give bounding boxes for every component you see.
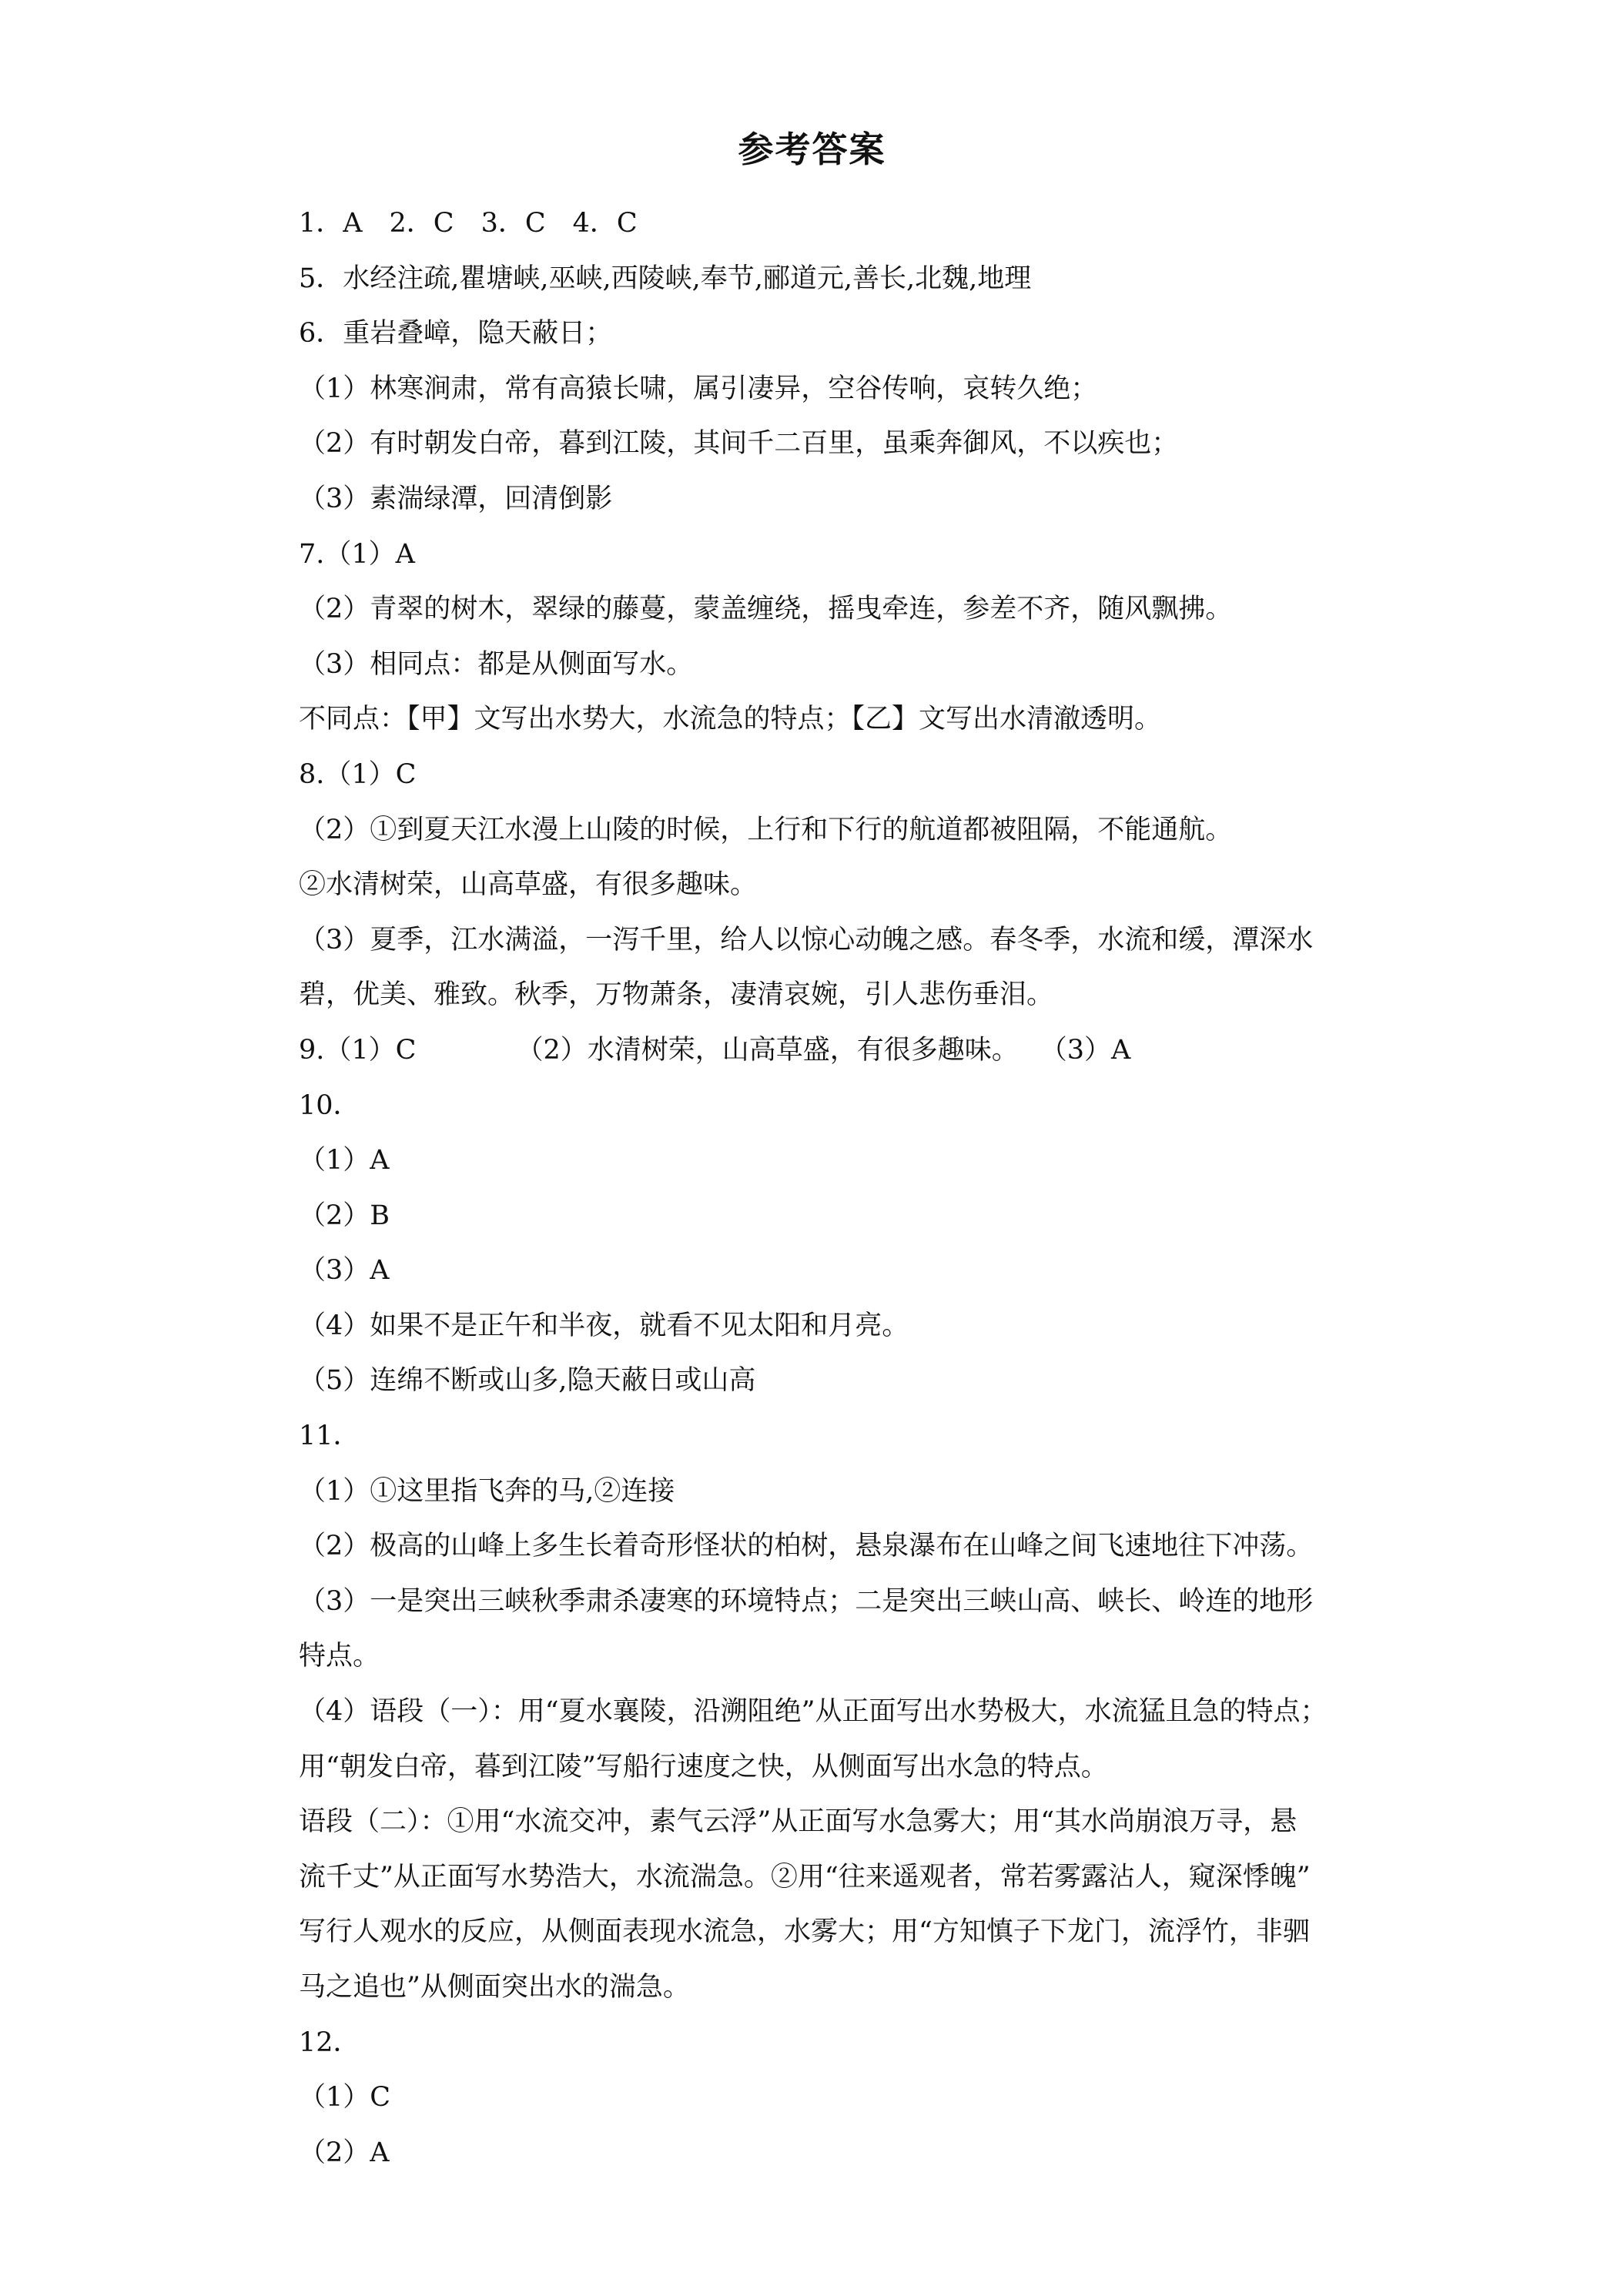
page-title: 参考答案 xyxy=(738,129,886,170)
answer-line-11-4-seg2: 语段（二）：①用“水流交冲，素气云浮”从正面写水急雾大；用“其水尚崩浪万寻，悬 xyxy=(299,1806,1298,1838)
answer-line-11-4-seg2-cont2: 写行人观水的反应，从侧面表现水流急，水雾大；用“方知慎子下龙门，流浮竹，非驷 xyxy=(299,1916,1310,1948)
answer-line-12-2: （2）A xyxy=(299,2137,390,2168)
answer-line-10-1: （1）A xyxy=(299,1145,390,1176)
answer-body xyxy=(299,196,1392,2181)
answer-line-10-4: （4）如果不是正午和半夜，就看不见太阳和月亮。 xyxy=(299,1310,909,1341)
answer-line-6-1: （1）林寒涧肃，常有高猿长啸，属引凄异，空谷传响，哀转久绝； xyxy=(299,373,1098,404)
answer-line-11-3-cont: 特点。 xyxy=(299,1641,380,1672)
answer-line-5: 5．水经注疏,瞿塘峡,巫峡,西陵峡,奉节,郦道元,善长,北魏,地理 xyxy=(299,263,1032,294)
answer-line-8-2b: ②水清树荣，山高草盛，有很多趣味。 xyxy=(299,869,758,901)
answer-line-12-1: （1）C xyxy=(299,2082,391,2114)
answer-line-8-3-cont: 碧，优美、雅致。秋季，万物萧条，凄清哀婉，引人悲伤垂泪。 xyxy=(299,979,1054,1011)
answer-line-6-2: （2）有时朝发白帝，暮到江陵，其间千二百里，虽乘奔御风，不以疾也； xyxy=(299,428,1179,460)
answer-line-7-3: （3）相同点：都是从侧面写水。 xyxy=(299,648,694,680)
answer-line-11-4: （4）语段（一）：用“夏水襄陵，沿溯阻绝”从正面写出水势极大，水流猛且急的特点； xyxy=(299,1696,1328,1728)
answer-line-10: 10． xyxy=(299,1089,360,1121)
answer-line-10-3: （3）A xyxy=(299,1255,390,1287)
answer-line-8-3: （3）夏季，江水满溢，一泻千里，给人以惊心动魄之感。春冬季，水流和缓，潭深水 xyxy=(299,924,1314,956)
answer-line-9 xyxy=(299,1023,1392,1079)
answer-line-1-4: 1．A 2．C 3．C 4．C xyxy=(299,208,638,239)
answer-line-7-2: （2）青翠的树木，翠绿的藤蔓，蒙盖缠绕，摇曳牵连，参差不齐，随风飘拂。 xyxy=(299,594,1233,625)
answer-line-11-4-seg2-cont3: 马之追也”从侧面突出水的湍急。 xyxy=(299,1972,690,2003)
answer-line-10-2: （2）B xyxy=(299,1200,390,1231)
answer-line-7-3-diff: 不同点：【甲】文写出水势大，水流急的特点；【乙】文写出水清澈透明。 xyxy=(299,704,1162,735)
answer-line-11-4-seg2-cont1: 流千丈”从正面写水势浩大，水流湍急。②用“往来遥观者，常若雾露沾人，窥深悸魄” xyxy=(299,1861,1311,1893)
answer-line-6-3: （3）素湍绿潭，回清倒影 xyxy=(299,483,613,514)
answer-line-11-1: （1）①这里指飞奔的马,②连接 xyxy=(299,1475,675,1507)
answer-line-11-2: （2）极高的山峰上多生长着奇形怪状的柏树，悬泉瀑布在山峰之间飞速地往下冲荡。 xyxy=(299,1531,1314,1562)
answer-9-3: （3）A xyxy=(1040,1034,1131,1066)
answer-line-7-1: 7.（1）A xyxy=(299,538,415,570)
answer-line-12: 12． xyxy=(299,2027,360,2058)
answer-line-11-4-cont: 用“朝发白帝，暮到江陵”写船行速度之快，从侧面写出水急的特点。 xyxy=(299,1751,1108,1782)
answer-line-8-1: 8.（1）C xyxy=(299,758,417,790)
answer-9-2: （2）水清树荣，山高草盛，有很多趣味。 xyxy=(516,1034,1019,1066)
answer-line-10-5: （5）连绵不断或山多,隐天蔽日或山高 xyxy=(299,1365,756,1397)
answer-line-11-3: （3）一是突出三峡秋季肃杀凄寒的环境特点；二是突出三峡山高、峡长、岭连的地形 xyxy=(299,1585,1314,1617)
answer-line-11: 11． xyxy=(299,1421,360,1452)
answer-line-8-2: （2）①到夏天江水漫上山陵的时候，上行和下行的航道都被阻隔，不能通航。 xyxy=(299,814,1233,845)
answer-line-6: 6．重岩叠嶂，隐天蔽日； xyxy=(299,318,613,350)
answer-9-1: 9.（1）C xyxy=(299,1034,417,1066)
